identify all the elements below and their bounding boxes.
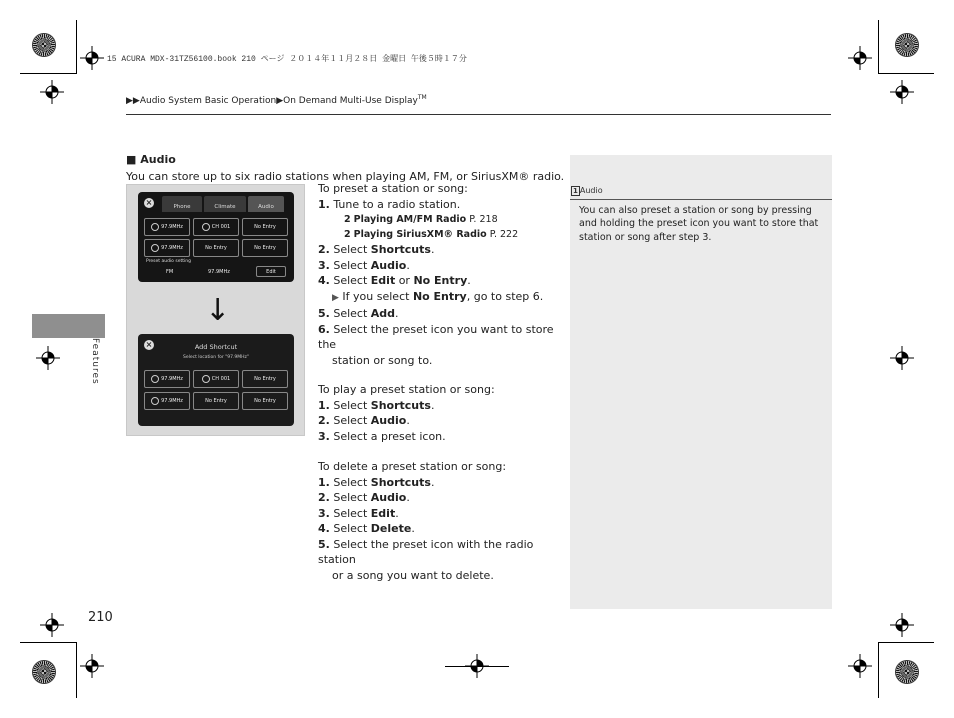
registration-mark [80, 46, 104, 70]
radio-icon [151, 375, 159, 383]
registration-mark [80, 654, 104, 678]
page-number: 210 [88, 610, 113, 625]
step: 2. Select Shortcuts. [318, 243, 435, 256]
step-continued: station or song to. [332, 353, 433, 367]
color-target-top-left [33, 34, 55, 56]
crop-mark [20, 73, 76, 74]
crop-mark [76, 642, 77, 698]
step: 1. Select Shortcuts. [318, 398, 435, 412]
preset-button: No Entry [193, 392, 239, 410]
breadcrumb-link-audio-system[interactable]: Audio System Basic Operation [139, 96, 277, 106]
note-text: You can also preset a station or song by pressing and holding the preset icon you want to store that station or song after step 3. [579, 205, 819, 243]
satellite-icon [202, 223, 210, 231]
tab-phone: Phone [162, 196, 202, 212]
preset-button: 97.9MHz [144, 392, 190, 410]
step: 5. Select the preset icon with the radio station [318, 537, 534, 566]
breadcrumb [126, 94, 427, 106]
sub-step: ▶ If you select No Entry, go to step 6. [332, 289, 544, 303]
registration-mark [890, 346, 914, 370]
preset-button: No Entry [193, 239, 239, 257]
note-rule [570, 199, 832, 200]
crop-mark [878, 73, 934, 74]
registration-mark [848, 46, 872, 70]
registration-mark [36, 346, 60, 370]
tab-climate: Climate [204, 196, 246, 212]
tab-audio: Audio [248, 196, 284, 212]
cross-reference: 2 Playing SiriusXM® Radio P. 222 [344, 229, 519, 240]
breadcrumb-separator: ▶ [276, 96, 284, 106]
registration-mark [848, 654, 872, 678]
xref-icon: 2 [344, 229, 351, 240]
preset-button: CH 001 [193, 370, 239, 388]
trademark: TM [417, 94, 427, 101]
print-file-info: 15 ACURA MDX-31TZ56100.book 210 ページ ２０１４年１１月２８日 金曜日 午後５時１７分 [107, 55, 467, 64]
close-icon: × [145, 340, 153, 349]
step: 6. Select the preset icon you want to store the [318, 322, 554, 351]
crop-mark [878, 642, 934, 643]
play-intro: To play a preset station or song: [318, 383, 495, 396]
crop-mark [878, 20, 879, 74]
header-rule [126, 114, 831, 115]
preset-button: 97.9MHz [144, 218, 190, 236]
cross-reference: 2 Playing AM/FM Radio P. 218 [344, 214, 498, 225]
registration-mark [40, 613, 64, 637]
color-target-bottom-left [33, 661, 55, 683]
note-heading: 1 Audio [573, 186, 603, 195]
step: 1. Tune to a radio station. [318, 197, 461, 211]
registration-mark [890, 80, 914, 104]
chapter-label: Features [90, 338, 100, 385]
chapter-tab [32, 314, 105, 338]
registration-mark [890, 613, 914, 637]
preset-button: No Entry [242, 392, 288, 410]
registration-mark [40, 80, 64, 104]
crop-mark [878, 642, 879, 698]
section-title-text: Audio [140, 153, 176, 166]
add-shortcut-subtitle: Select location for "97.9MHz" [182, 355, 249, 360]
step: 3. Select Edit. [318, 506, 399, 520]
step: 2. Select Audio. [318, 414, 410, 427]
section-title [126, 153, 176, 166]
preset-button: No Entry [242, 218, 288, 236]
preset-setting-label: Preset audio setting [146, 259, 191, 264]
note-icon: 1 [573, 187, 578, 195]
preset-button: 97.9MHz [144, 239, 190, 257]
step: 3. Select Audio. [318, 258, 410, 272]
step: 4. Select Edit or No Entry. [318, 274, 471, 287]
step-continued: or a song you want to delete. [332, 568, 494, 582]
preset-intro: To preset a station or song: [318, 182, 468, 195]
step: 3. Select a preset icon. [318, 429, 446, 443]
edit-button: Edit [256, 266, 286, 277]
radio-icon [151, 223, 159, 231]
preset-button: No Entry [242, 370, 288, 388]
step: 2. Select Audio. [318, 491, 410, 504]
close-icon: × [145, 198, 153, 207]
xref-link-am-fm[interactable]: Playing AM/FM Radio [353, 214, 467, 225]
xref-icon: 2 [344, 214, 351, 225]
preset-button: CH 001 [193, 218, 239, 236]
screen-add-shortcut [138, 334, 294, 426]
down-arrow-icon: ↓ [205, 293, 231, 328]
crop-mark [20, 642, 76, 643]
color-target-top-right [896, 34, 918, 56]
frequency-label: 97.9MHz [208, 269, 230, 275]
step: 4. Select Delete. [318, 522, 415, 535]
color-target-bottom-right [896, 661, 918, 683]
section-intro: You can store up to six radio stations when playing AM, FM, or SiriusXM® radio. [126, 170, 565, 183]
crop-mark [76, 20, 77, 74]
instructions [318, 181, 568, 583]
satellite-icon [202, 375, 210, 383]
breadcrumb-marker: ▶▶ [126, 96, 140, 106]
screen-home [138, 192, 294, 282]
add-shortcut-title: Add Shortcut [194, 343, 238, 351]
radio-icon [151, 244, 159, 252]
delete-intro: To delete a preset station or song: [318, 460, 507, 473]
step: 5. Select Add. [318, 307, 399, 320]
xref-link-siriusxm[interactable]: Playing SiriusXM® Radio [353, 229, 487, 240]
step: 1. Select Shortcuts. [318, 475, 435, 489]
crop-mark [445, 666, 509, 667]
breadcrumb-link-on-demand[interactable]: On Demand Multi-Use Display [283, 96, 418, 106]
preset-button: No Entry [242, 239, 288, 257]
radio-icon [151, 397, 159, 405]
section-bullet: ■ [126, 153, 137, 166]
preset-button: 97.9MHz [144, 370, 190, 388]
band-label: FM [166, 269, 174, 275]
